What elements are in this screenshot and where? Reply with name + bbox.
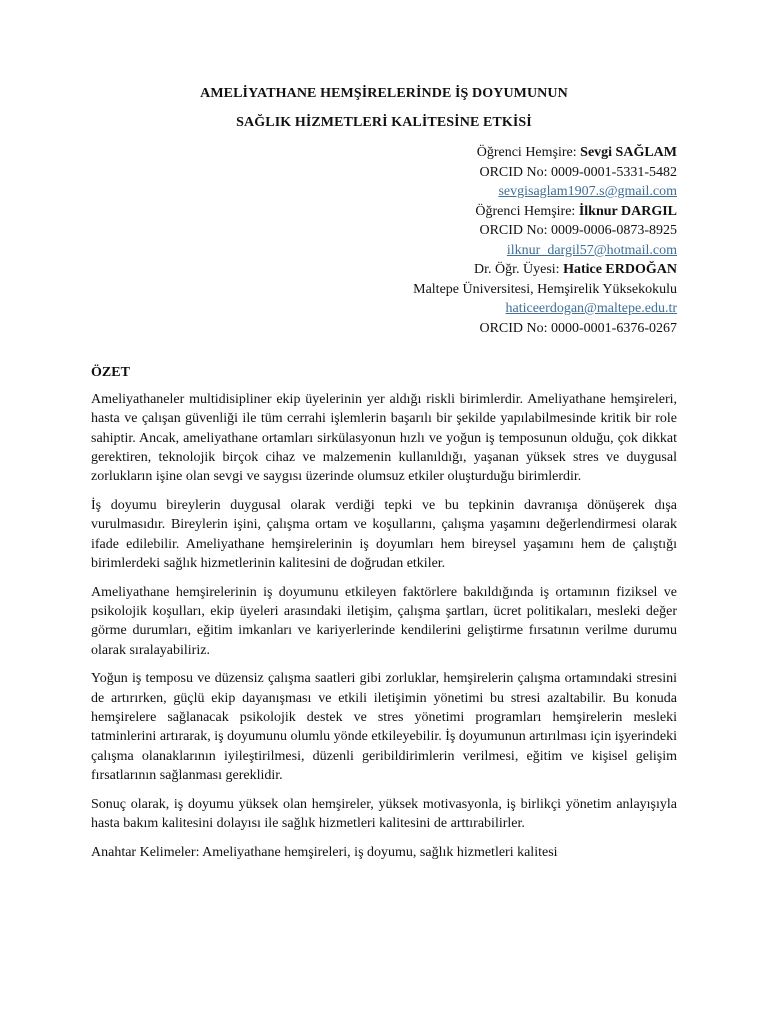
author-1-email-link[interactable]: sevgisaglam1907.s@gmail.com [498,184,677,199]
author-2-orcid: ORCID No: 0009-0006-0873-8925 [479,223,677,238]
abstract-paragraph-3: Ameliyathane hemşirelerinin iş doyumunu etkileyen faktörlere bakıldığında iş ortamının fiziksel ve psikolojik koşulları, ekip üyeleri arasındaki iletişim, çalışma şartları, ücret politikaları, mesleki değer görme durumları, eğitim imkanları ve kariyerlerinde kendilerini geliştirme fırsatının verilme durumu olarak sıralayabiliriz. [91,584,677,658]
author-3-role: Dr. Öğr. Üyesi: [474,262,564,277]
abstract-paragraph-1: Ameliyathaneler multidisipliner ekip üyelerinin yer aldığı riskli birimlerdir. Ameliyathane hemşireleri, hasta ve çalışan güvenliği ile tüm cerrahi işlemlerin başarılı bir şekilde yapılabilmesinde kritik bir role sahiptir. Ancak, ameliyathane ortamları sirkülasyonun hızlı ve yoğun iş temposunun olduğu, çok dikkat gerektiren, teknolojik birçok cihaz ve malzemenin kullanıldığı, yaşanan yüksek stres ve duygusal zorlukların işine olan sevgi ve saygısı üzerinde olumsuz etkiler oluşturduğu birimlerdir. [91,392,677,485]
keywords-line: Anahtar Kelimeler: Ameliyathane hemşireleri, iş doyumu, sağlık hizmetleri kalitesi [91,844,558,860]
author-1-orcid: ORCID No: 0009-0001-5331-5482 [479,164,677,180]
author-2-role: Öğrenci Hemşire: [475,203,579,219]
document-title-line-1: AMELİYATHANE HEMŞİRELERİNDE İŞ DOYUMUNUN [200,86,568,101]
document-title-line-2: SAĞLIK HİZMETLERİ KALİTESİNE ETKİSİ [236,115,532,130]
author-2-role-line [91,202,677,222]
author-1-name: Sevgi SAĞLAM [580,145,677,160]
author-block [91,143,677,338]
abstract-paragraph-5: Sonuç olarak, iş doyumu yüksek olan hemşireler, yüksek motivasyonla, iş birlikçi yönetim anlayışıyla hasta bakım kalitesini dolayısı ile sağlık hizmetleri kalitesini de arttırabilirler. [91,796,677,831]
author-3-email-link[interactable]: haticeerdogan@maltepe.edu.tr [505,301,677,316]
author-3-orcid: ORCID No: 0000-0001-6376-0267 [479,320,677,336]
author-2-email-link[interactable]: ilknur_dargil57@hotmail.com [506,242,677,258]
author-3-role-line [91,260,677,280]
abstract-heading: ÖZET [91,365,130,380]
abstract-paragraph-4: Yoğun iş temposu ve düzensiz çalışma saatleri gibi zorluklar, hemşirelerin çalışma ortamındaki stresini de artırırken, güçlü ekip dayanışması ve etkili iletişimin yönetimi bu stresi azaltabilir. Bu konuda hemşirelere sağlanacak psikolojik destek ve stres yönetimi programları hemşirelerin mesleki tatminlerini artırarak, iş doyumunu olumlu yönde etkileyebilir. İş doyumunun artırılması için işyerindeki çalışma olanaklarının iyileştirilmesi, düzenli geribildirimlerin verilmesi, eğitim ve kişisel gelişim fırsatlarının sağlanması gereklidir. [91,671,677,783]
author-2-name: İlknur DARGIL [578,203,677,219]
document-page [91,0,677,1024]
author-3-affiliation: Maltepe Üniversitesi, Hemşirelik Yüksekokulu [413,281,677,297]
author-3-name: Hatice ERDOĞAN [563,262,677,277]
author-1-role-line [91,143,677,163]
abstract-body [91,390,677,872]
abstract-paragraph-2: İş doyumu bireylerin duygusal olarak verdiği tepki ve bu tepkinin davranışa dönüşerek dışa vurulmasıdır. Bireylerin işini, çalışma ortam ve koşullarını, çalışma yaşamını değerlendirmesi olarak ifade edilebilir. Ameliyathane hemşirelerinin iş doyumları hem bireysel yaşamını hem de çalıştığı birimlerdeki sağlık hizmetlerinin kalitesini de doğrudan etkiler. [91,497,677,571]
author-1-role: Öğrenci Hemşire: [476,145,581,160]
